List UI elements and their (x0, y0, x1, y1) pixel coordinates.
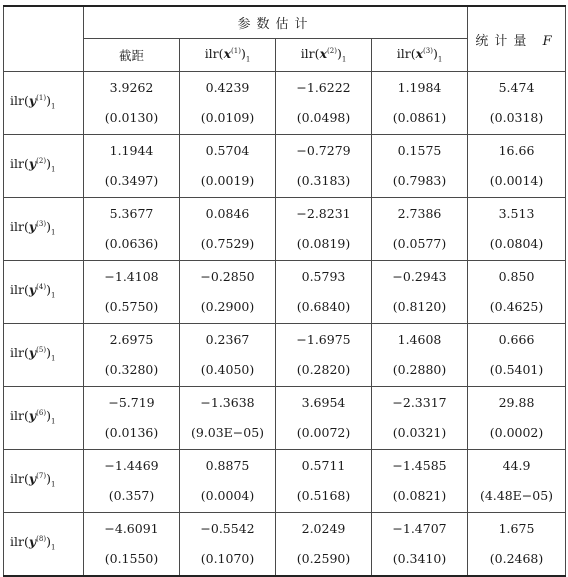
table-row (4, 513, 566, 577)
estimate-value: 0.1575 (397, 143, 442, 158)
estimate-value: 0.2367 (205, 332, 250, 347)
estimate-value: −1.4707 (392, 521, 447, 536)
p-value: (0.6840) (296, 299, 351, 314)
header-row-1 (4, 6, 566, 39)
row-var: y (28, 282, 37, 298)
cell-x2 (276, 72, 372, 135)
estimate-value: 44.9 (502, 458, 531, 473)
p-value: (0.0002) (489, 425, 544, 440)
table-row (4, 135, 566, 198)
row-header-y5: $ilr(y^{(5)})_1$ (4, 324, 84, 387)
cell-f-stat (468, 513, 566, 577)
estimate-value: 0.5704 (205, 143, 250, 158)
cell-f-stat (468, 261, 566, 324)
col-header-x1: $ilr(x^{(1)})_1$ (180, 39, 276, 72)
row-sup: (5) (36, 346, 47, 355)
cell-x2 (276, 387, 372, 450)
row-header-y4: $ilr(y^{(4)})_1$ (4, 261, 84, 324)
col-x2-var: x (319, 46, 328, 62)
cell-f-stat (468, 135, 566, 198)
estimate-value: −2.8231 (296, 206, 351, 221)
estimate-value: −5.719 (108, 395, 155, 410)
col-x1-var: x (223, 46, 232, 62)
cell-x2 (276, 324, 372, 387)
col-x3-sub: 1 (437, 55, 443, 64)
cell-x3 (372, 261, 468, 324)
cell-x1 (180, 387, 276, 450)
p-value: (0.0861) (392, 110, 447, 125)
col-header-x3: $ilr(x^{(3)})_1$ (372, 39, 468, 72)
p-value: (0.4625) (489, 299, 544, 314)
col-x2-sub: 1 (341, 55, 347, 64)
row-fn: ilr (10, 408, 24, 424)
estimate-value: −1.6975 (296, 332, 351, 347)
row-var: y (28, 345, 37, 361)
p-value: (0.3497) (104, 173, 159, 188)
p-value: (0.2468) (489, 551, 544, 566)
estimate-value: −0.5542 (200, 521, 255, 536)
estimate-value: 0.666 (498, 332, 535, 347)
col-header-x2: $ilr(x^{(2)})_1$ (276, 39, 372, 72)
cell-x3 (372, 450, 468, 513)
p-value: (0.0804) (489, 236, 544, 251)
estimate-value: 0.4239 (205, 80, 250, 95)
cell-intercept (84, 450, 180, 513)
cell-x1 (180, 261, 276, 324)
estimate-value: 0.0846 (205, 206, 250, 221)
cell-intercept (84, 261, 180, 324)
cell-intercept (84, 324, 180, 387)
estimate-value: 29.88 (498, 395, 535, 410)
cell-intercept (84, 387, 180, 450)
row-sup: (2) (36, 157, 47, 166)
estimate-value: 2.6975 (109, 332, 154, 347)
estimate-value: 2.7386 (397, 206, 442, 221)
estimate-value: 16.66 (498, 143, 535, 158)
cell-x1 (180, 198, 276, 261)
row-fn: ilr (10, 345, 24, 361)
estimate-value: −1.3638 (200, 395, 255, 410)
row-var: y (28, 408, 37, 424)
p-value: (0.2590) (296, 551, 351, 566)
cell-f-stat (468, 450, 566, 513)
col-x3-sup: (3) (423, 47, 433, 56)
col-header-intercept: 截距 (84, 39, 180, 72)
cell-x1 (180, 450, 276, 513)
p-value: (0.0136) (104, 425, 159, 440)
row-header-y8: $ilr(y^{(8)})_1$ (4, 513, 84, 577)
cell-intercept (84, 198, 180, 261)
p-value: (0.0821) (392, 488, 447, 503)
p-value: (9.03E−05) (190, 425, 265, 440)
row-var: y (28, 93, 37, 109)
row-header-y1: $ilr(y^{(1)})_1$ (4, 72, 84, 135)
p-value: (0.3410) (392, 551, 447, 566)
estimate-value: −2.3317 (392, 395, 447, 410)
row-var: y (28, 219, 37, 235)
row-sup: (7) (36, 472, 47, 481)
estimate-value: 2.0249 (301, 521, 346, 536)
p-value: (0.0130) (104, 110, 159, 125)
row-header-y6: $ilr(y^{(6)})_1$ (4, 387, 84, 450)
p-value: (0.3280) (104, 362, 159, 377)
row-sub: 1 (50, 354, 56, 363)
cell-x1 (180, 513, 276, 577)
cell-x3 (372, 513, 468, 577)
cell-f-stat (468, 324, 566, 387)
estimate-value: 0.5793 (301, 269, 346, 284)
estimate-value: 3.513 (498, 206, 535, 221)
p-value: (4.48E−05) (479, 488, 554, 503)
p-value: (0.2880) (392, 362, 447, 377)
cell-intercept (84, 72, 180, 135)
estimate-value: 0.850 (498, 269, 535, 284)
row-sup: (1) (36, 94, 47, 103)
row-var: y (28, 534, 37, 550)
stat-symbol: F (542, 33, 558, 49)
row-sub: 1 (50, 417, 56, 426)
table-row (4, 198, 566, 261)
cell-x2 (276, 450, 372, 513)
p-value: (0.2900) (200, 299, 255, 314)
cell-x2 (276, 198, 372, 261)
cell-x1 (180, 324, 276, 387)
table-row (4, 324, 566, 387)
p-value: (0.0318) (489, 110, 544, 125)
estimate-value: −0.2850 (200, 269, 255, 284)
p-value: (0.0014) (489, 173, 544, 188)
cell-x1 (180, 135, 276, 198)
estimate-value: −4.6091 (104, 521, 159, 536)
col-x1-sup: (1) (231, 47, 241, 56)
cell-x3 (372, 387, 468, 450)
p-value: (0.0019) (200, 173, 255, 188)
table-row (4, 450, 566, 513)
row-var: y (28, 156, 37, 172)
estimate-value: −0.7279 (296, 143, 351, 158)
row-fn: ilr (10, 93, 24, 109)
p-value: (0.3183) (296, 173, 351, 188)
estimate-value: 1.4608 (397, 332, 442, 347)
estimate-value: 5.3677 (109, 206, 154, 221)
estimate-value: 3.9262 (109, 80, 154, 95)
p-value: (0.0072) (296, 425, 351, 440)
estimate-value: 1.1944 (109, 143, 154, 158)
group-header: 参数估计 (84, 6, 468, 39)
p-value: (0.5168) (296, 488, 351, 503)
cell-f-stat (468, 72, 566, 135)
cell-x3 (372, 72, 468, 135)
col-x3-fn: ilr (396, 46, 411, 62)
table-row (4, 387, 566, 450)
cell-x2 (276, 513, 372, 577)
row-header-y2: $ilr(y^{(2)})_1$ (4, 135, 84, 198)
p-value: (0.1070) (200, 551, 255, 566)
row-header-y7: $ilr(y^{(7)})_1$ (4, 450, 84, 513)
row-sub: 1 (50, 102, 56, 111)
col-x2-fn: ilr (300, 46, 315, 62)
corner-cell (4, 6, 84, 72)
row-fn: ilr (10, 534, 24, 550)
estimate-value: −1.4585 (392, 458, 447, 473)
cell-f-stat (468, 198, 566, 261)
cell-f-stat (468, 387, 566, 450)
p-value: (0.7529) (200, 236, 255, 251)
row-header-y3: $ilr(y^{(3)})_1$ (4, 198, 84, 261)
p-value: (0.357) (108, 488, 155, 503)
estimate-value: 5.474 (498, 80, 535, 95)
col-x1-fn: ilr (204, 46, 219, 62)
p-value: (0.5401) (489, 362, 544, 377)
row-fn: ilr (10, 282, 24, 298)
p-value: (0.5750) (104, 299, 159, 314)
cell-intercept (84, 135, 180, 198)
p-value: (0.0321) (392, 425, 447, 440)
col-x2-sup: (2) (327, 47, 337, 56)
cell-x2 (276, 135, 372, 198)
row-sub: 1 (50, 480, 56, 489)
row-sup: (8) (36, 535, 47, 544)
p-value: (0.0109) (200, 110, 255, 125)
row-sub: 1 (50, 291, 56, 300)
regression-table (3, 5, 566, 577)
p-value: (0.2820) (296, 362, 351, 377)
estimate-value: 1.675 (498, 521, 535, 536)
estimate-value: −1.4469 (104, 458, 159, 473)
estimate-value: −1.4108 (104, 269, 159, 284)
estimate-value: 0.5711 (301, 458, 346, 473)
stat-label: 统计量 (475, 33, 533, 49)
row-sub: 1 (50, 165, 56, 174)
p-value: (0.1550) (104, 551, 159, 566)
estimate-value: 1.1984 (397, 80, 442, 95)
row-fn: ilr (10, 471, 24, 487)
cell-x3 (372, 324, 468, 387)
p-value: (0.0577) (392, 236, 447, 251)
p-value: (0.0819) (296, 236, 351, 251)
col-x3-var: x (415, 46, 424, 62)
cell-x1 (180, 72, 276, 135)
table-body (4, 72, 566, 577)
cell-intercept (84, 513, 180, 577)
col-x1-sub: 1 (245, 55, 251, 64)
cell-x3 (372, 198, 468, 261)
p-value: (0.4050) (200, 362, 255, 377)
row-var: y (28, 471, 37, 487)
row-sub: 1 (50, 543, 56, 552)
cell-x2 (276, 261, 372, 324)
stat-header (468, 6, 566, 72)
table-row (4, 261, 566, 324)
estimate-value: 3.6954 (301, 395, 346, 410)
row-sup: (3) (36, 220, 47, 229)
estimate-value: 0.8875 (205, 458, 250, 473)
cell-x3 (372, 135, 468, 198)
p-value: (0.7983) (392, 173, 447, 188)
row-sub: 1 (50, 228, 56, 237)
p-value: (0.0498) (296, 110, 351, 125)
row-fn: ilr (10, 219, 24, 235)
p-value: (0.0004) (200, 488, 255, 503)
estimate-value: −0.2943 (392, 269, 447, 284)
p-value: (0.8120) (392, 299, 447, 314)
row-sup: (6) (36, 409, 47, 418)
row-sup: (4) (36, 283, 47, 292)
table-row (4, 72, 566, 135)
p-value: (0.0636) (104, 236, 159, 251)
estimate-value: −1.6222 (296, 80, 351, 95)
row-fn: ilr (10, 156, 24, 172)
